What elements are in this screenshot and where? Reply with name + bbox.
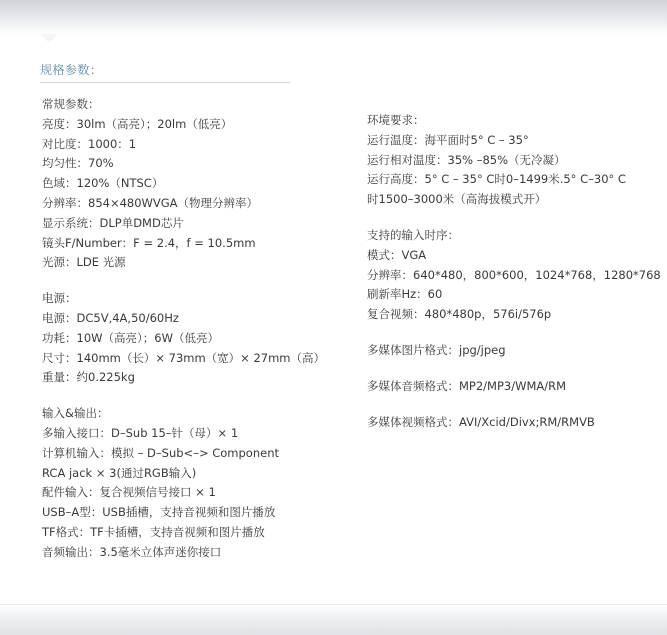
spec-block [42,95,352,273]
spec-line: 配件输入：复合视频信号接口 × 1 [42,485,216,500]
spec-line: 分辨率：640*480，800*600，1024*768，1280*768 [367,267,661,282]
section-title: 规格参数： [40,63,103,77]
header-notch [40,34,58,43]
spec-line: 重量：约0.225kg [42,370,135,385]
spec-line: USB–A型：USB插槽，支持音视频和图片播放 [42,505,276,520]
spec-block [42,404,352,562]
footer-band [0,604,667,635]
spec-block [367,377,657,397]
spec-block [367,413,657,433]
spec-line: 多媒体图片格式：jpg/jpeg [367,342,506,357]
spec-line: 多输入接口：D–Sub 15–针（母）× 1 [42,425,239,440]
spec-line: 尺寸：140mm（长）× 73mm（宽）× 27mm（高） [42,350,326,365]
spec-column-left [42,95,352,579]
header-band [0,0,667,34]
spec-line: 复合视频：480*480p，576i/576p [367,307,552,322]
spec-group-heading: 支持的输入时序： [367,227,459,242]
spec-group-heading: 常规参数： [42,97,100,111]
spec-line: 亮度：30lm（高亮）；20lm（低亮） [42,116,233,131]
spec-line: 计算机输入：模拟 – D–Sub<–> Component [42,445,279,460]
spec-block [367,111,657,210]
spec-line: 模式：VGA [367,247,427,262]
title-divider [40,82,290,83]
spec-line: 多媒体音频格式：MP2/MP3/WMA/RM [367,378,567,393]
spec-line: TF格式：TF卡插槽，支持音视频和图片播放 [42,524,265,539]
spec-line: 运行相对温度：35% –85%（无冷凝） [367,152,566,167]
spec-group-heading: 电源： [42,291,77,306]
spec-line: 均匀性：70% [42,156,114,171]
spec-line: 运行高度：5° C – 35° C时0–1499米.5° C–30° C [367,172,626,187]
spec-line: 电源：DC5V,4A,50/60Hz [42,310,179,325]
spec-line: 色域：120%（NTSC） [42,176,164,191]
spec-line: 对比度：1000：1 [42,136,137,151]
spec-group-heading: 输入&输出： [42,406,109,421]
spec-line: 光源：LDE 光源 [42,255,126,270]
spec-line: 时1500–3000米（高海拔模式开） [367,192,547,207]
spec-line: 音频输出：3.5毫米立体声迷你接口 [42,544,222,559]
spec-group-heading: 环境要求： [367,113,425,127]
spec-column-right [367,111,661,448]
spec-line: 运行温度：海平面时5° C – 35° [367,132,529,147]
spec-line: 多媒体视频格式：AVI/Xcid/Divx;RM/RMVB [367,414,595,429]
spec-block [367,341,657,361]
spec-line: 显示系统：DLP单DMD芯片 [42,215,184,230]
spec-line: RCA jack × 3(通过RGB输入) [42,465,197,480]
spec-line: 刷新率Hz：60 [367,287,443,302]
spec-line: 镜头F/Number：F = 2.4，f = 10.5mm [42,235,256,250]
spec-line: 功耗：10W（高亮）；6W（低亮） [42,330,219,345]
spec-block [42,289,352,388]
spec-line: 分辨率：854×480WVGA（物理分辨率） [42,195,259,210]
spec-block [367,226,661,325]
